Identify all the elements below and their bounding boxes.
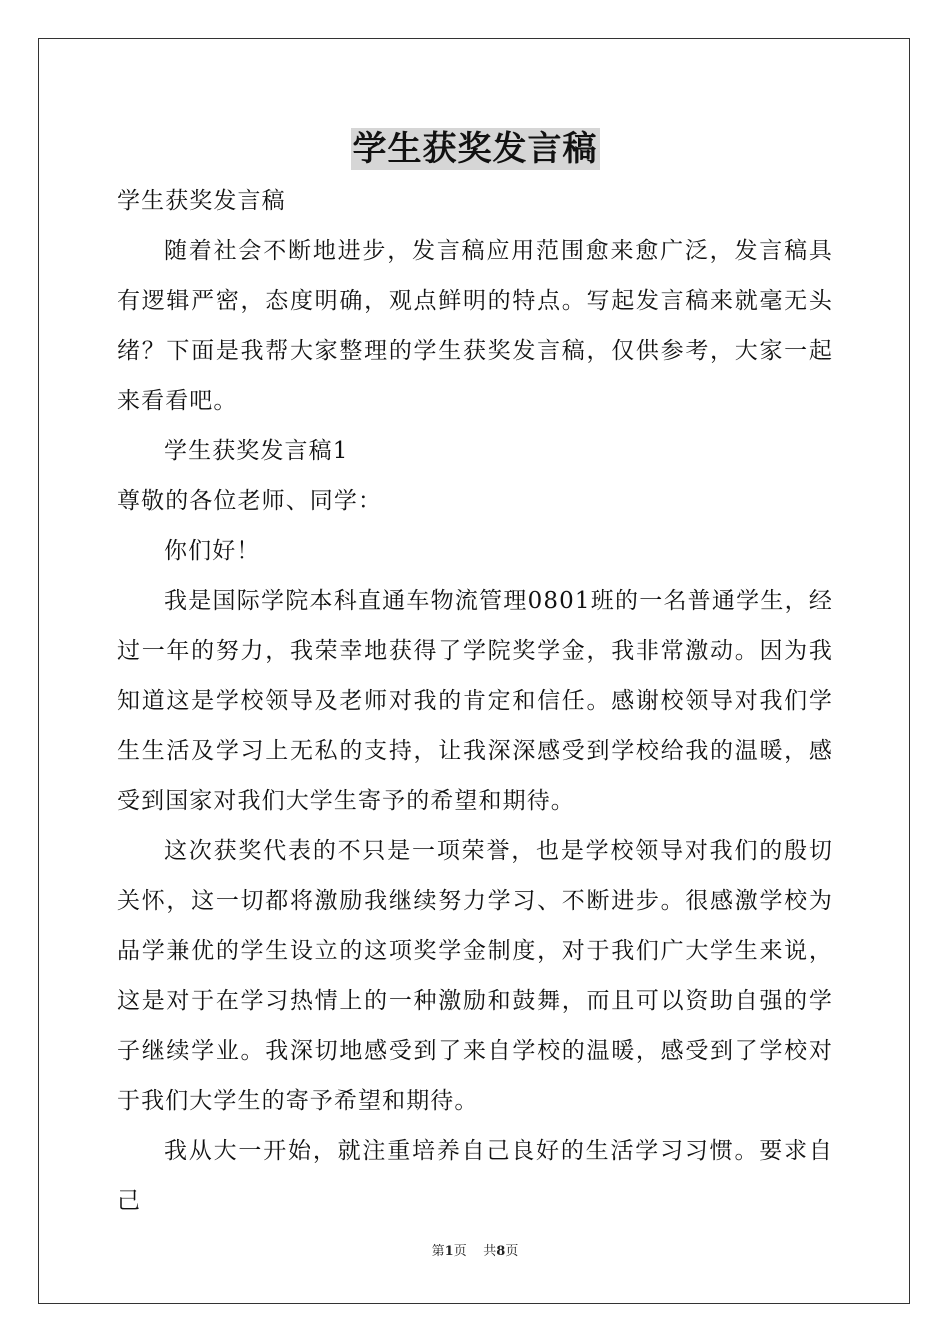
paragraph: 这次获奖代表的不只是一项荣誉，也是学校领导对我们的殷切关怀，这一切都将激励我继续努力学习、不断进步。很感激学校为品学兼优的学生设立的这项奖学金制度，对于我们广大学生来说，这是对于在学习热情上的一种激励和鼓舞，而且可以资助自强的学子继续学业。我深切地感受到了来自学校的温暖，感受到了学校对于我们大学生的寄予希望和期待。 [117,838,833,1114]
paragraph: 学生获奖发言稿 [117,188,286,214]
footer-total-suffix: 页 [505,1244,519,1259]
section-heading: 学生获奖发言稿1 [164,438,349,464]
title-container [0,128,950,170]
footer-page-suffix: 页 [453,1244,467,1259]
paragraph: 我是国际学院本科直通车物流管理0801班的一名普通学生，经过一年的努力，我荣幸地获得了学院奖学金，我非常激动。因为我知道这是学校领导及老师对我的肯定和信任。感谢校领导对我们学生生活及学习上无私的支持，让我深深感受到学校给我的温暖，感受到国家对我们大学生寄予的希望和期待。 [117,588,833,814]
page-footer [0,1244,950,1260]
greeting: 你们好！ [164,538,261,564]
total-pages: 8 [496,1244,506,1259]
paragraph: 随着社会不断地进步，发言稿应用范围愈来愈广泛，发言稿具有逻辑严密，态度明确，观点鲜明的特点。写起发言稿来就毫无头绪？下面是我帮大家整理的学生获奖发言稿，仅供参考，大家一起来看看吧。 [117,238,833,414]
page-number: 1 [444,1244,454,1259]
document-body [117,176,833,1226]
document-title: 学生获奖发言稿 [352,129,598,169]
footer-prefix: 第 [431,1244,445,1259]
salutation: 尊敬的各位老师、同学： [117,488,383,514]
paragraph: 我从大一开始，就注重培养自己良好的生活学习习惯。要求自己 [117,1138,833,1214]
footer-total-prefix: 共 [483,1244,497,1259]
